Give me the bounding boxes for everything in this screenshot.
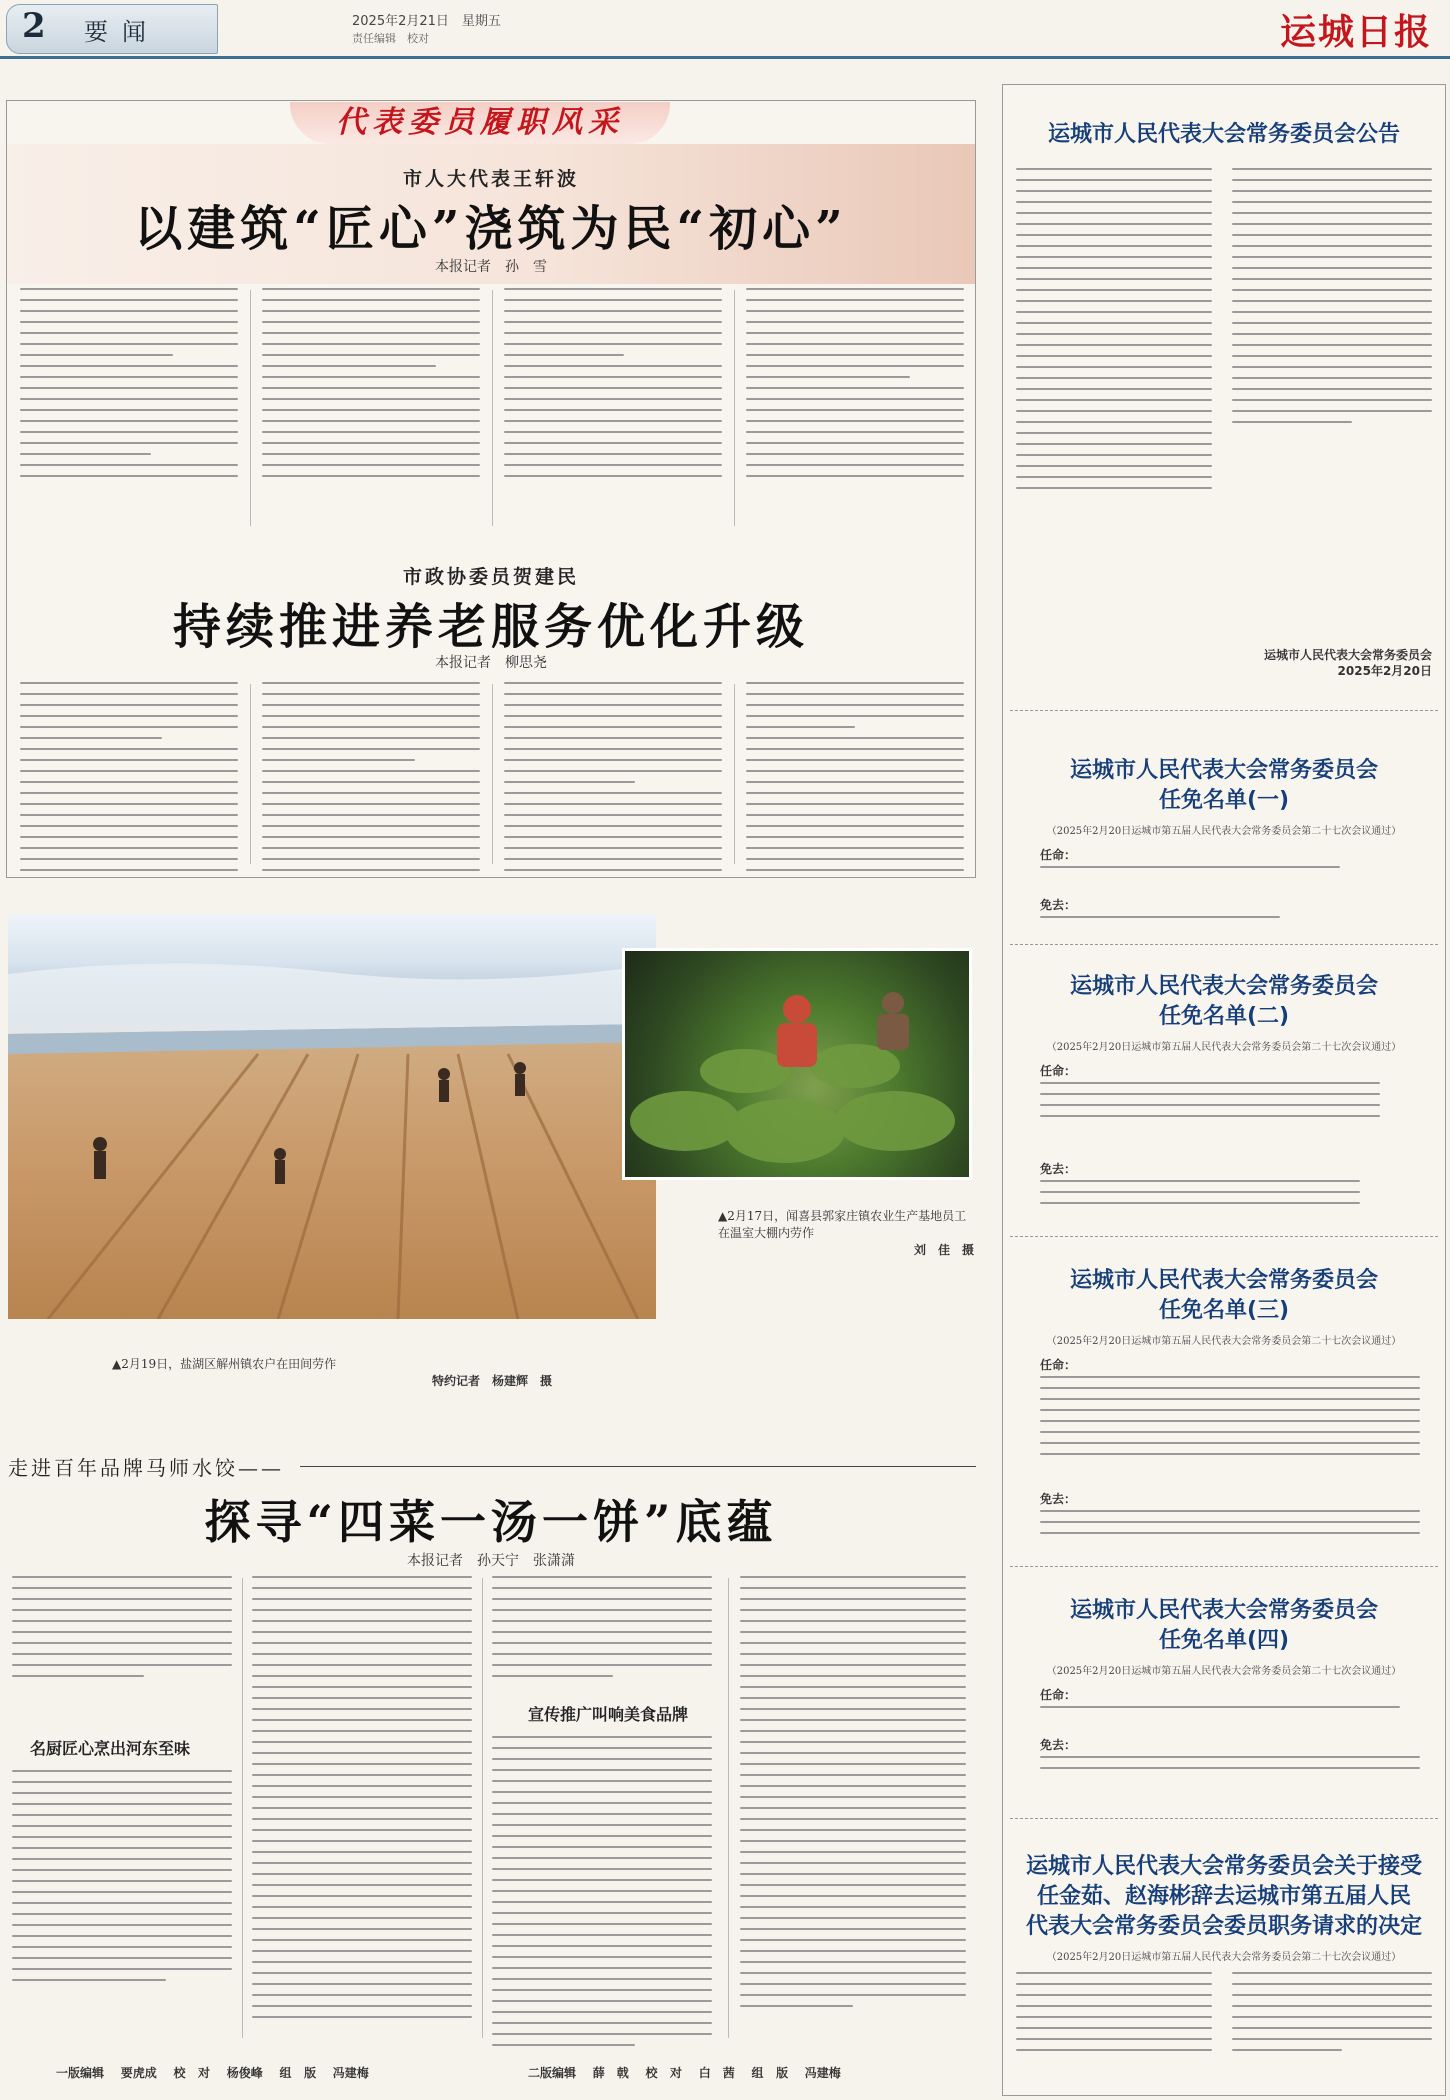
rail-divider — [1010, 944, 1438, 945]
list3-meta: （2025年2月20日运城市第五届人民代表大会常务委员会第二十七次会议通过） — [1046, 1336, 1402, 1347]
list1-meta: （2025年2月20日运城市第五届人民代表大会常务委员会第二十七次会议通过） — [1046, 826, 1402, 837]
article1-headline: 以建筑“匠心”浇筑为民“初心” — [134, 201, 848, 257]
decision-column-2 — [1232, 1972, 1432, 2060]
article3-byline: 本报记者 孙天宁 张潇潇 — [407, 1553, 575, 1569]
list4-meta: （2025年2月20日运城市第五届人民代表大会常务委员会第二十七次会议通过） — [1046, 1666, 1402, 1677]
article3-headline: 探寻“四菜一汤一饼”底蕴 — [204, 1495, 778, 1549]
greenhouse-photo — [622, 948, 972, 1180]
main-caption-text: ▲2月19日，盐湖区解州镇农户在田间劳作 — [112, 1357, 337, 1371]
farmland-photo — [8, 914, 656, 1319]
column-rule — [734, 290, 735, 526]
list1-title-line1: 运城市人民代表大会常务委员会 — [1069, 758, 1378, 783]
list2-title-line2: 任免名单(二) — [1158, 1004, 1290, 1029]
list4-remove-entries — [1040, 1756, 1420, 1778]
column-rule — [492, 684, 493, 864]
rail-divider — [1010, 1566, 1438, 1567]
article2-kicker: 市政协委员贺建民 — [402, 566, 579, 588]
rail-divider — [1010, 1236, 1438, 1237]
decision-column-1 — [1016, 1972, 1212, 2060]
announcement-date: 2025年2月20日 — [1337, 664, 1432, 678]
page-number: 2 — [22, 6, 46, 46]
footer-credits-right — [528, 2064, 841, 2081]
list1-appoint-entries — [1040, 866, 1340, 877]
footer-label: 版 — [304, 2066, 317, 2080]
article3-subhead-2: 宣传推广叫响美食品牌 — [528, 1705, 689, 1724]
decision-meta: （2025年2月20日运城市第五届人民代表大会常务委员会第二十七次会议通过） — [1046, 1952, 1402, 1963]
footer-name: 白 茜 — [698, 2066, 735, 2080]
list1-appoint-label: 任命： — [1040, 848, 1077, 862]
series-rule — [300, 1466, 976, 1467]
list4-title-line2: 任免名单(四) — [1158, 1628, 1290, 1653]
column-rule — [492, 290, 493, 526]
article2-byline: 本报记者 柳思尧 — [435, 655, 547, 671]
column-rule — [482, 1578, 483, 2038]
list2-remove-entries — [1040, 1180, 1360, 1213]
editor-line: 责任编辑 校对 — [352, 32, 429, 45]
list2-meta: （2025年2月20日运城市第五届人民代表大会常务委员会第二十七次会议通过） — [1046, 1042, 1402, 1053]
footer-label: 一版编辑 — [56, 2066, 105, 2080]
column-rule — [734, 684, 735, 864]
article1-byline: 本报记者 孙 雪 — [435, 259, 547, 275]
rail-divider — [1010, 710, 1438, 711]
feature-banner — [290, 102, 670, 144]
inset-photo-caption — [718, 1208, 974, 1259]
article2-headline: 持续推进养老服务优化升级 — [172, 599, 809, 655]
inset-photo-credit: 刘 佳 摄 — [913, 1243, 974, 1257]
decision-title-line1: 运城市人民代表大会常务委员会关于接受 — [1025, 1854, 1422, 1879]
series-label: 走进百年品牌马师水饺—— — [8, 1456, 284, 1480]
footer-label: 对 — [198, 2066, 211, 2080]
article1-column-1 — [20, 288, 238, 486]
article1-column-4 — [746, 288, 964, 486]
column-rule — [242, 1578, 243, 2038]
article3-column-3b — [492, 1736, 712, 2055]
footer-label: 对 — [670, 2066, 683, 2080]
article2-column-3 — [504, 682, 722, 880]
greenhouse-illustration — [625, 951, 969, 1177]
list3-remove-entries — [1040, 1510, 1420, 1543]
column-rule — [250, 684, 251, 864]
list3-appoint-label: 任命： — [1040, 1358, 1077, 1372]
article2-column-2 — [262, 682, 480, 880]
list2-title-line1: 运城市人民代表大会常务委员会 — [1069, 974, 1378, 999]
footer-name: 要虎成 — [120, 2066, 157, 2080]
list2-remove-label: 免去： — [1040, 1162, 1077, 1176]
decision-title-line3: 代表大会常务委员会委员职务请求的决定 — [1025, 1914, 1422, 1939]
article3-column-2 — [252, 1576, 472, 2027]
main-photo-caption — [112, 1356, 552, 1390]
column-rule — [250, 290, 251, 526]
footer-name: 杨俊峰 — [226, 2066, 263, 2080]
list3-appoint-entries — [1040, 1376, 1420, 1464]
article1-column-2 — [262, 288, 480, 486]
list1-remove-label: 免去： — [1040, 898, 1077, 912]
column-rule — [728, 1578, 729, 2038]
issue-date: 2025年2月21日 星期五 — [352, 14, 501, 29]
list1-remove-entries — [1040, 916, 1280, 927]
list4-title-line1: 运城市人民代表大会常务委员会 — [1069, 1598, 1378, 1623]
footer-name: 薛 戟 — [592, 2066, 629, 2080]
footer-label: 校 — [645, 2066, 658, 2080]
masthead — [0, 0, 1450, 60]
footer-name: 冯建梅 — [804, 2066, 841, 2080]
article3-column-1 — [12, 1576, 232, 1686]
article3-column-1b — [12, 1770, 232, 1990]
announcement-column-1 — [1016, 168, 1212, 498]
article1-column-3 — [504, 288, 722, 486]
article2-column-1 — [20, 682, 238, 880]
article3-column-3 — [492, 1576, 712, 1686]
footer-label: 校 — [173, 2066, 186, 2080]
list2-appoint-label: 任命： — [1040, 1064, 1077, 1078]
list3-title-line1: 运城市人民代表大会常务委员会 — [1069, 1268, 1378, 1293]
rail-divider — [1010, 1818, 1438, 1819]
feature-banner-text: 代表委员履职风采 — [336, 105, 624, 140]
section-name: 要闻 — [84, 18, 160, 46]
newspaper-logo: 运城日报 — [1279, 11, 1432, 53]
footer-label: 组 — [751, 2066, 764, 2080]
article3-subhead-1: 名厨匠心烹出河东至味 — [30, 1739, 191, 1758]
footer-name: 冯建梅 — [332, 2066, 369, 2080]
list2-appoint-entries — [1040, 1082, 1380, 1126]
list3-remove-label: 免去： — [1040, 1492, 1077, 1506]
footer-credits-left — [56, 2064, 369, 2081]
list4-remove-label: 免去： — [1040, 1738, 1077, 1752]
masthead-rule — [0, 56, 1450, 59]
footer-label: 组 — [279, 2066, 292, 2080]
announcement-column-2 — [1232, 168, 1432, 432]
list4-appoint-label: 任命： — [1040, 1688, 1077, 1702]
article2-column-4 — [746, 682, 964, 880]
announcement-signature: 运城市人民代表大会常务委员会 — [1263, 648, 1432, 662]
article3-column-4 — [740, 1576, 966, 2016]
list3-title-line2: 任免名单(三) — [1158, 1298, 1290, 1323]
main-photo-credit: 特约记者 杨建辉 摄 — [431, 1374, 552, 1388]
announcement-title: 运城市人民代表大会常务委员会公告 — [1047, 122, 1400, 147]
list4-appoint-entries — [1040, 1706, 1400, 1717]
footer-label: 版 — [776, 2066, 789, 2080]
decision-title-line2: 任金茹、赵海彬辞去运城市第五届人民 — [1036, 1884, 1411, 1909]
list1-title-line2: 任免名单(一) — [1158, 788, 1290, 813]
farmland-illustration — [8, 914, 656, 1319]
inset-caption-text: ▲2月17日，闻喜县郭家庄镇农业生产基地员工在温室大棚内劳作 — [718, 1209, 967, 1240]
footer-label: 二版编辑 — [528, 2066, 577, 2080]
article1-kicker: 市人大代表王轩波 — [402, 168, 579, 190]
